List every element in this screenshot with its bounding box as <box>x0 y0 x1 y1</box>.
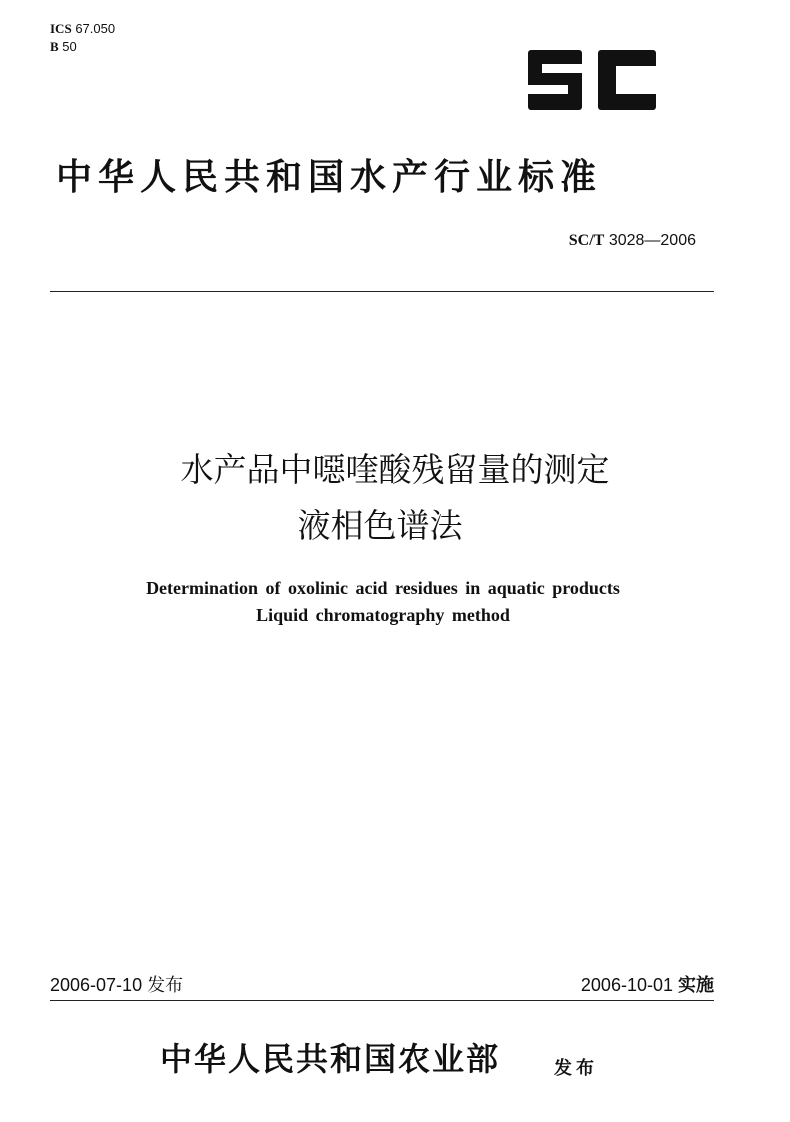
standard-number <box>569 232 696 250</box>
standard-number-prefix: SC/T <box>568 232 605 249</box>
implementation-date-value: 2006-10-01 <box>580 975 673 995</box>
top-divider <box>50 291 714 292</box>
ics-code <box>50 22 115 36</box>
document-title-en-line1: Determination of oxolinic acid residues in aquatic products <box>146 578 620 598</box>
implementation-date <box>581 974 714 996</box>
document-title-cn-line1: 水产品中噁喹酸残留量的测定 <box>180 450 610 489</box>
standard-title: 中华人民共和国水产行业标准 <box>56 157 603 198</box>
ics-label: ICS <box>50 21 72 36</box>
ics-value: 67.050 <box>75 21 116 36</box>
issue-date <box>50 974 183 996</box>
implementation-date-word: 实施 <box>678 975 714 995</box>
bottom-divider <box>50 1000 714 1001</box>
issue-date-value: 2006-07-10 <box>50 975 143 995</box>
ccs-label: B <box>50 39 59 54</box>
document-title-cn-line2: 液相色谱法 <box>297 506 463 545</box>
sc-logo <box>526 46 659 114</box>
ccs-code <box>50 40 77 54</box>
document-title-en-line2: Liquid chromatography method <box>256 605 510 625</box>
logo-letter-s <box>528 50 582 110</box>
publish-word: 发布 <box>554 1058 598 1079</box>
ccs-value: 50 <box>62 39 77 54</box>
standard-number-value: 3028—2006 <box>608 232 696 249</box>
publisher-name: 中华人民共和国农业部 <box>160 1040 501 1078</box>
issue-date-word: 发布 <box>147 975 184 995</box>
logo-letter-c <box>598 50 656 110</box>
